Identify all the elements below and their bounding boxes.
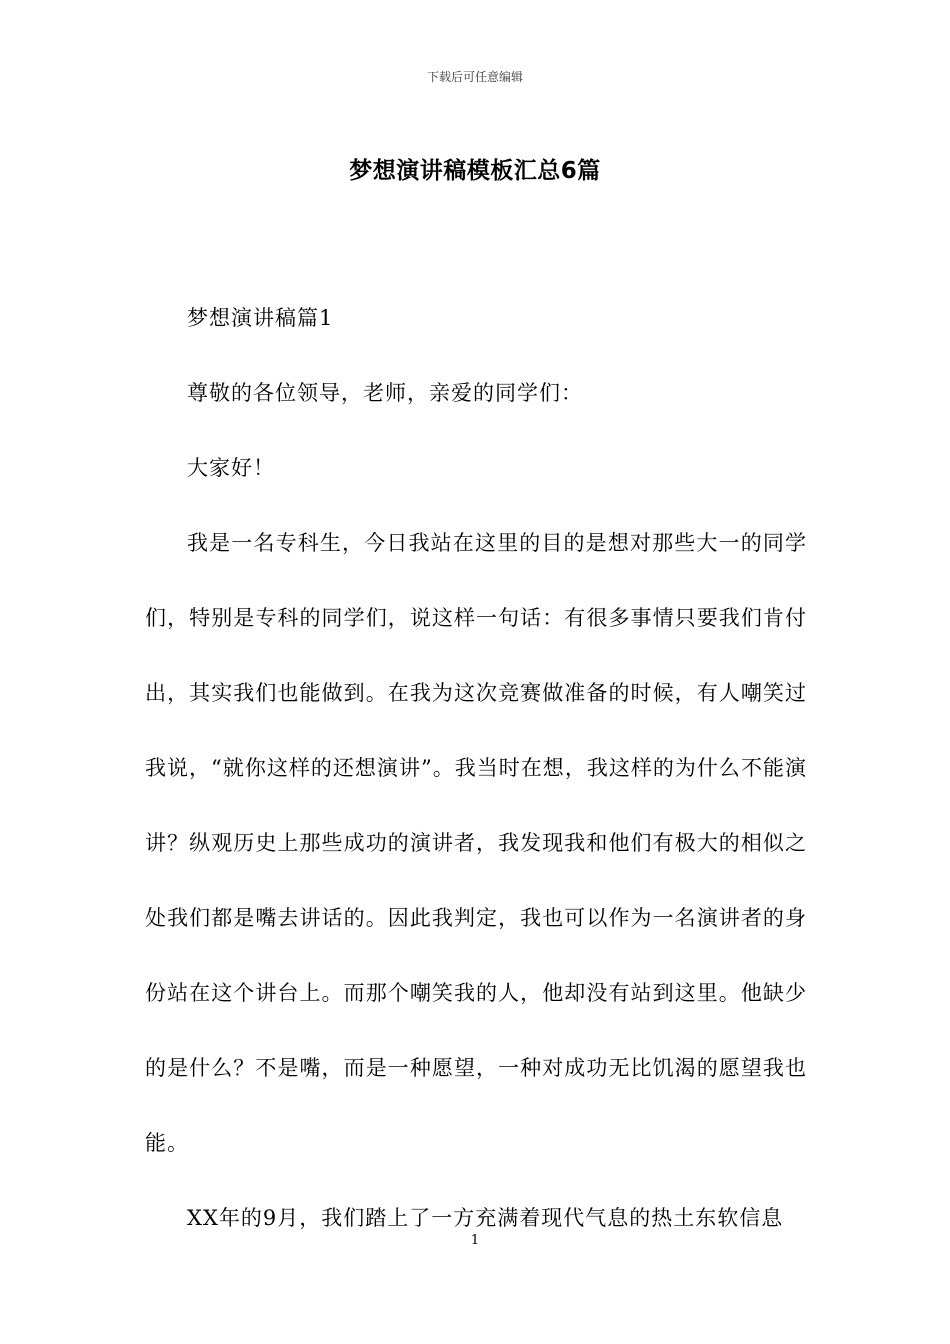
salutation-paragraph: 尊敬的各位领导，老师，亲爱的同学们： [187,381,583,405]
document-title: 梦想演讲稿模板汇总6篇 [349,158,601,184]
page-number: 1 [470,1233,480,1248]
section-heading: 梦想演讲稿篇1 [187,306,334,330]
body-paragraph: XX年的9月，我们踏上了一方充满着现代气息的热土东软信息 [187,1206,784,1230]
header-note: 下载后可任意编辑 [426,70,523,84]
greeting-paragraph: 大家好！ [187,456,275,480]
body-paragraph: 我是一名专科生，今日我站在这里的目的是想对那些大一的同学们，特别是专科的同学们，说这样一句话：有很多事情只要我们肯付出，其实我们也能做到。在我为这次竞赛做准备的时候，有人嘲笑过我说，“就你这样的还想演讲”。我当时在想，我这样的为什么不能演讲？纵观历史上那些成功的演讲者，我发现我和他们有极大的相似之处我们都是嘴去讲话的。因此我判定，我也可以作为一名演讲者的身份站在这个讲台上。而那个嘲笑我的人，他却没有站到这里。他缺少的是什么？不是嘴，而是一种愿望，一种对成功无比饥渴的愿望我也能。 [145,531,807,1155]
document-body [145,281,807,1256]
